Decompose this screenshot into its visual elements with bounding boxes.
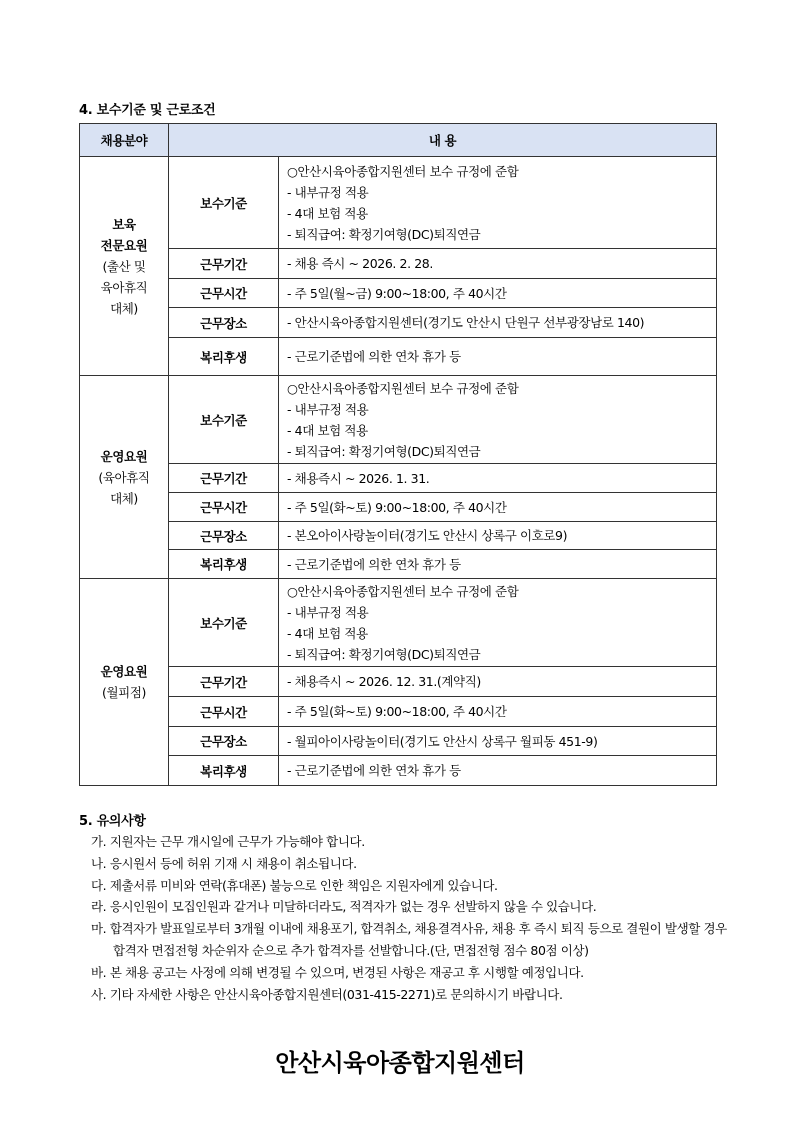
field-sub-line: (출산 및 <box>102 258 146 274</box>
row-label: 복리후생 <box>169 756 279 786</box>
list-item: 마. 합격자가 발표일로부터 3개월 이내에 채용포기, 합격취소, 채용결격사유, 채용 후 즉시 퇴직 등으로 결원이 발생할 경우 합격자 면접전형 차순위자 순으로 추가 합격자를 선발합니다.(단, 면접전형 점수 80점 이상) <box>91 921 727 958</box>
table-row <box>80 308 717 338</box>
content-line: - 주 5일(화~토) 9:00~18:00, 주 40시간 <box>287 704 507 719</box>
content-line: - 채용 즉시 ~ 2026. 2. 28. <box>287 256 433 271</box>
content-line: - 퇴직급여: 확정기여형(DC)퇴직연금 <box>287 226 481 242</box>
row-content <box>279 579 717 667</box>
content-line: - 주 5일(월~금) 9:00~18:00, 주 40시간 <box>287 285 507 301</box>
section-4-heading: 4. 보수기준 및 근로조건 <box>79 103 216 118</box>
list-item: 가. 지원자는 근무 개시일에 근무가 가능해야 합니다. <box>91 834 365 849</box>
content-line: ○안산시육아종합지원센터 보수 규정에 준함 <box>287 380 519 396</box>
field-sub-line: (월피점) <box>102 685 146 700</box>
content-line: - 월피아이사랑놀이터(경기도 안산시 상록구 월피동 451-9) <box>287 733 598 749</box>
conditions-table <box>79 123 717 786</box>
field-cell <box>80 579 169 786</box>
field-title-line: 운영요원 <box>100 448 148 464</box>
list-item: 사. 기타 자세한 사항은 안산시육아종합지원센터(031-415-2271)로 문의하시기 바랍니다. <box>91 986 563 1002</box>
row-content <box>279 493 717 522</box>
field-cell <box>80 157 169 376</box>
list-item: 바. 본 채용 공고는 사정에 의해 변경될 수 있으며, 변경된 사항은 재공고 후 시행할 예정입니다. <box>91 964 584 980</box>
section-5-heading: 5. 유의사항 <box>79 814 146 829</box>
table-row <box>80 157 717 249</box>
row-label: 복리후생 <box>169 550 279 579</box>
row-label: 근무기간 <box>169 667 279 697</box>
content-line: - 주 5일(화~토) 9:00~18:00, 주 40시간 <box>287 499 507 515</box>
content-line: - 근로기준법에 의한 연차 휴가 등 <box>287 556 461 572</box>
list-item: 나. 응시원서 등에 허위 기재 시 채용이 취소됩니다. <box>91 855 357 871</box>
table-row <box>80 464 717 493</box>
content-line: - 4대 보험 적용 <box>287 625 368 641</box>
content-line: - 퇴직급여: 확정기여형(DC)퇴직연금 <box>287 646 481 662</box>
content-line: - 내부규정 적용 <box>287 401 369 417</box>
field-title-line: 보육 <box>112 216 136 232</box>
content-line: - 안산시육아종합지원센터(경기도 안산시 단원구 선부광장남로 140) <box>287 315 645 330</box>
content-line: - 채용즉시 ~ 2026. 1. 31. <box>287 470 430 486</box>
row-content <box>279 376 717 464</box>
field-sub-line: 대체) <box>110 490 138 506</box>
notes-list <box>91 831 731 1005</box>
field-title-line: 운영요원 <box>100 664 148 679</box>
table-row <box>80 493 717 522</box>
row-label: 근무기간 <box>169 249 279 279</box>
table-row <box>80 756 717 786</box>
content-line: - 퇴직급여: 확정기여형(DC)퇴직연금 <box>287 443 481 459</box>
row-label: 근무장소 <box>169 522 279 550</box>
header-content: 내 용 <box>169 124 717 157</box>
content-line: - 근로기준법에 의한 연차 휴가 등 <box>287 349 461 364</box>
conditions-body <box>80 157 717 786</box>
row-label: 근무장소 <box>169 308 279 338</box>
row-label: 복리후생 <box>169 338 279 376</box>
row-content <box>279 338 717 376</box>
row-content <box>279 667 717 697</box>
table-row <box>80 249 717 279</box>
field-cell <box>80 376 169 579</box>
table-row <box>80 550 717 579</box>
list-item: 라. 응시인원이 모집인원과 같거나 미달하더라도, 적격자가 없는 경우 선발하지 않을 수 있습니다. <box>91 899 597 915</box>
content-line: - 본오아이사랑놀이터(경기도 안산시 상록구 이호로9) <box>287 528 568 543</box>
table-row <box>80 338 717 376</box>
row-label: 근무시간 <box>169 493 279 522</box>
row-label: 보수기준 <box>169 579 279 667</box>
list-item: 다. 제출서류 미비와 연락(휴대폰) 불능으로 인한 책임은 지원자에게 있습니다. <box>91 877 498 893</box>
table-row <box>80 522 717 550</box>
field-sub-line: 대체) <box>110 300 138 316</box>
row-content <box>279 522 717 550</box>
table-row <box>80 667 717 697</box>
table-row <box>80 697 717 727</box>
table-row <box>80 727 717 756</box>
row-content <box>279 727 717 756</box>
row-label: 보수기준 <box>169 376 279 464</box>
content-line: - 내부규정 적용 <box>287 604 369 620</box>
row-content <box>279 279 717 308</box>
row-label: 보수기준 <box>169 157 279 249</box>
content-line: - 4대 보험 적용 <box>287 205 368 221</box>
row-label: 근무시간 <box>169 697 279 727</box>
row-label: 근무기간 <box>169 464 279 493</box>
table-row <box>80 376 717 464</box>
row-content <box>279 308 717 338</box>
table-header-row <box>80 124 717 157</box>
row-label: 근무시간 <box>169 279 279 308</box>
row-content <box>279 550 717 579</box>
content-line: - 4대 보험 적용 <box>287 422 368 438</box>
content-line: - 채용즉시 ~ 2026. 12. 31.(계약직) <box>287 674 481 689</box>
row-content <box>279 697 717 727</box>
content-line: ○안산시육아종합지원센터 보수 규정에 준함 <box>287 163 519 179</box>
row-content <box>279 464 717 493</box>
content-line: ○안산시육아종합지원센터 보수 규정에 준함 <box>287 583 519 599</box>
table-row <box>80 579 717 667</box>
row-content <box>279 157 717 249</box>
field-title-line: 전문요원 <box>100 237 148 253</box>
table-row <box>80 279 717 308</box>
header-field: 채용분야 <box>80 124 169 157</box>
row-label: 근무장소 <box>169 727 279 756</box>
row-content <box>279 756 717 786</box>
organization-name: 안산시육아종합지원센터 <box>275 1049 525 1077</box>
content-line: - 내부규정 적용 <box>287 184 369 200</box>
content-line: - 근로기준법에 의한 연차 휴가 등 <box>287 763 461 778</box>
field-sub-line: 육아휴직 <box>100 279 148 295</box>
row-content <box>279 249 717 279</box>
field-sub-line: (육아휴직 <box>98 469 150 485</box>
